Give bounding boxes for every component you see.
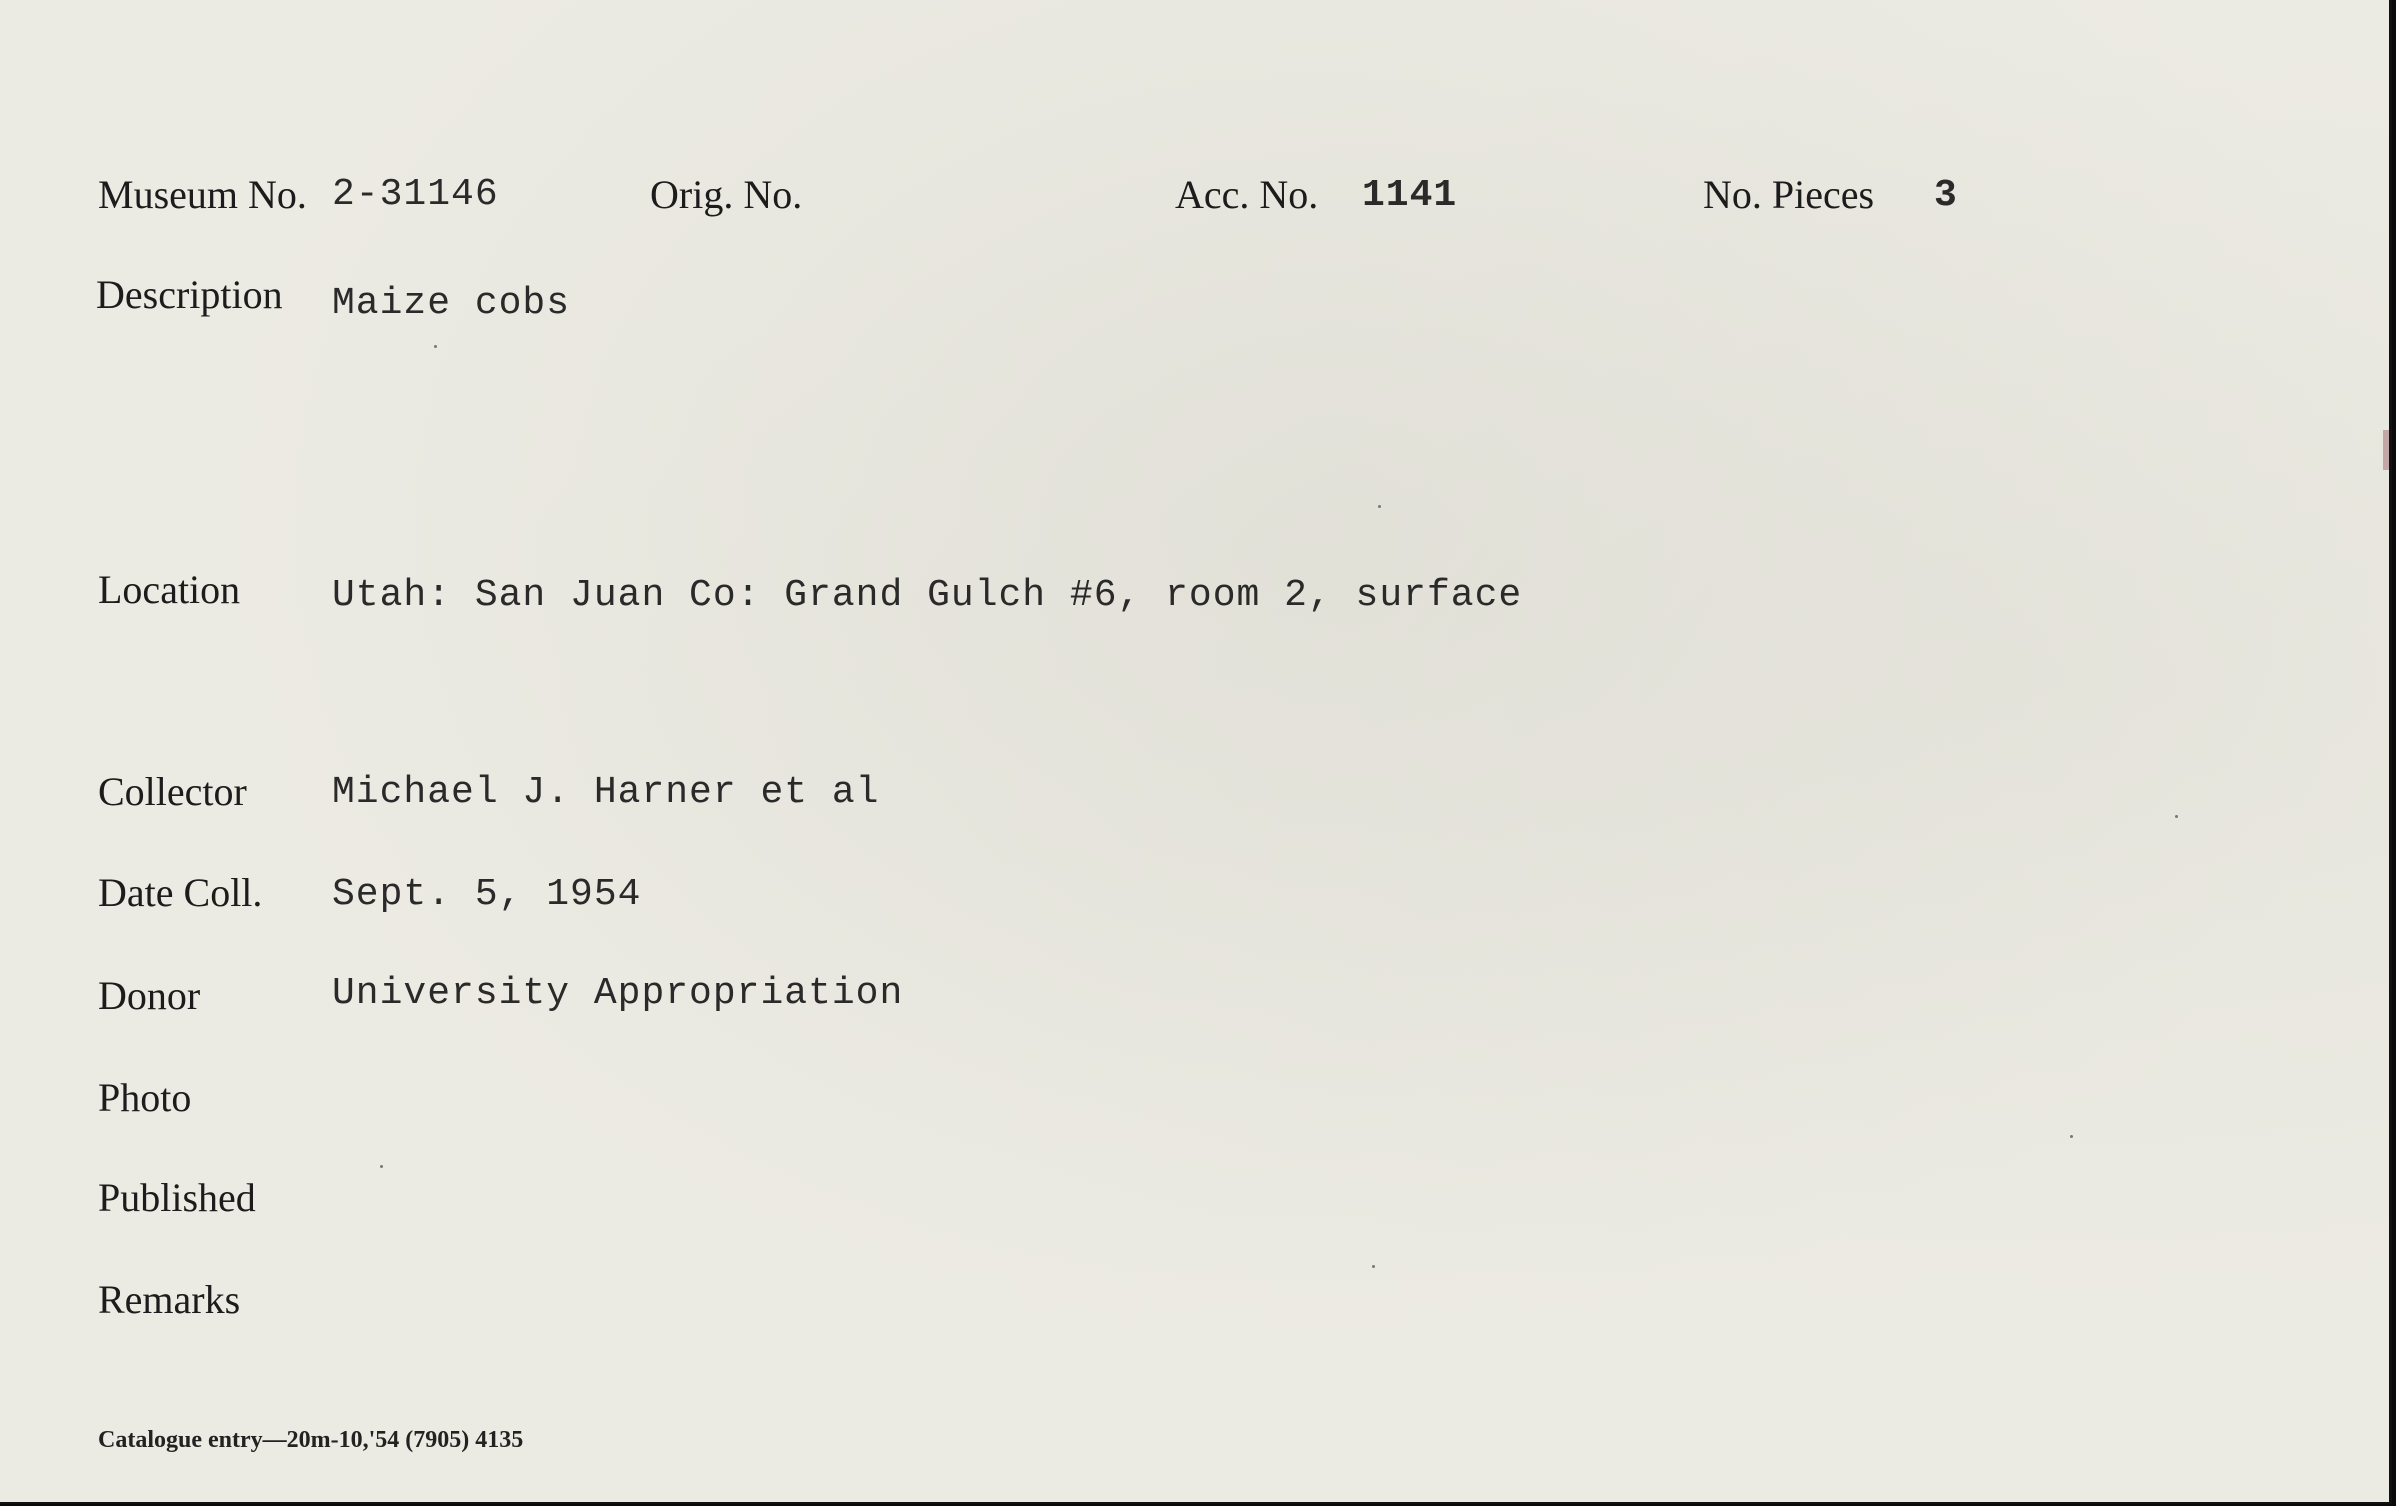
museum-no-label: Museum No.: [98, 172, 307, 217]
paper-speck: [434, 345, 437, 348]
catalogue-footer: Catalogue entry—20m-10,'54 (7905) 4135: [98, 1427, 524, 1453]
edge-stain: [2383, 430, 2389, 470]
museum-no-value: 2-31146: [332, 173, 499, 216]
acc-no-label: Acc. No.: [1175, 172, 1319, 217]
paper-speck: [1378, 505, 1381, 508]
location-value: Utah: San Juan Co: Grand Gulch #6, room 2, surface: [332, 574, 1523, 617]
paper-speck: [380, 1165, 383, 1168]
date-coll-value: Sept. 5, 1954: [332, 873, 642, 916]
orig-no-label: Orig. No.: [650, 172, 803, 217]
paper-speck: [1372, 1265, 1375, 1268]
no-pieces-value: 3: [1934, 174, 1958, 217]
description-value: Maize cobs: [332, 282, 571, 325]
donor-label: Donor: [98, 973, 201, 1018]
collector-label: Collector: [98, 769, 247, 814]
paper-speck: [2070, 1135, 2073, 1138]
date-coll-label: Date Coll.: [98, 870, 263, 915]
no-pieces-label: No. Pieces: [1703, 172, 1875, 217]
photo-label: Photo: [98, 1075, 192, 1120]
paper-speck: [2175, 815, 2178, 818]
description-label: Description: [96, 272, 283, 317]
remarks-label: Remarks: [98, 1277, 241, 1322]
collector-value: Michael J. Harner et al: [332, 771, 880, 814]
donor-value: University Appropriation: [332, 972, 904, 1015]
location-label: Location: [98, 567, 241, 612]
published-label: Published: [98, 1175, 256, 1220]
acc-no-value: 1141: [1362, 174, 1458, 217]
